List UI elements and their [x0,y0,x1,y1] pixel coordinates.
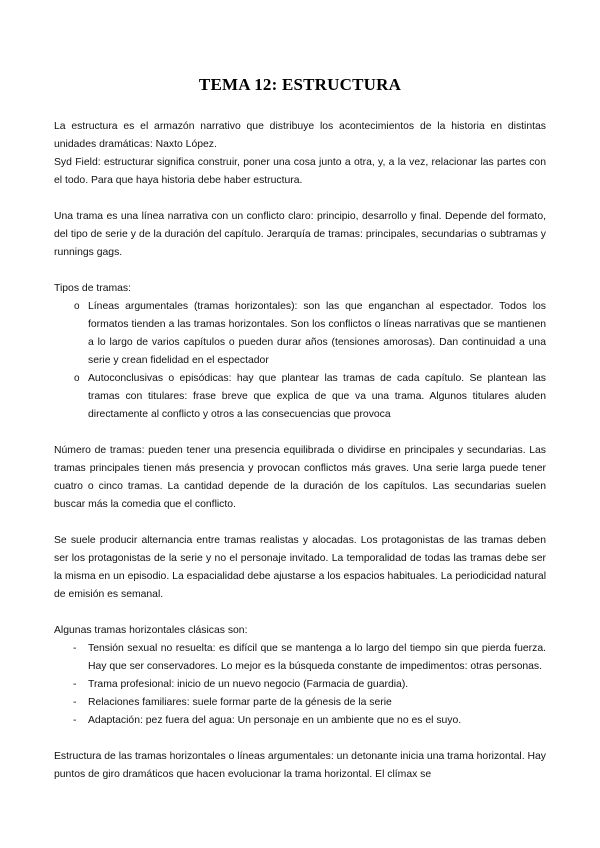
list-item-text: Relaciones familiares: suele formar parte de la génesis de la serie [88,697,392,708]
intro-paragraph-2: Syd Field: estructurar significa construir, poner una cosa junto a otra, y, a la vez, relacionar las partes con el todo. Para que haya historia debe haber estructura. [54,157,546,186]
intro-paragraph-1: La estructura es el armazón narrativo que distribuye los acontecimientos de la historia en distintas unidades dramáticas: Naxto López. [54,121,546,150]
list-item-text: Líneas argumentales (tramas horizontales): son las que enganchan al espectador. Todos los formatos tienden a las tramas horizontales. Son los conflictos o líneas narrativas que se mantienen a lo largo de varios capítulos o pueden durar años (tensiones amorosas). Dan continuidad a una serie y crean fidelidad en el espectador [88,301,546,366]
dash-bullet-icon: - [73,679,77,690]
dash-bullet-icon: - [73,643,77,654]
tipos-section [54,280,546,424]
clasicas-section [54,622,546,730]
tipos-list [54,298,546,424]
intro-section [54,118,546,190]
numero-paragraph: Número de tramas: pueden tener una presencia equilibrada o dividirse en principales y secundarias. Las tramas principales tienen más presencia y provocan conflictos más graves. Una serie larga puede tener cuatro o cinco tramas. La cantidad depende de la duración de los capítulos. Las secundarias suelen buscar más la comedia que el conflicto. [54,445,546,510]
circle-bullet-icon: o [74,373,80,384]
list-item-text: Autoconclusivas o episódicas: hay que plantear las tramas de cada capítulo. Se plantean las tramas con titulares: frase breve que explica de que va una trama. Algunos titulares aluden directamente al conflicto y otros a las consecuencias que provoca [88,373,546,420]
tipos-heading: Tipos de tramas: [54,283,131,294]
list-item [54,676,546,694]
list-item [54,694,546,712]
page-title: TEMA 12: ESTRUCTURA [198,75,402,94]
alternancia-paragraph: Se suele producir alternancia entre tramas realistas y alocadas. Los protagonistas de las tramas deben ser los protagonistas de la serie y no el personaje invitado. La temporalidad de todas las tramas debe ser la misma en un episodio. La espacialidad debe ajustarse a los espacios habituales. La periodicidad natural de emisión es semanal. [54,535,546,600]
alternancia-section [54,532,546,604]
circle-bullet-icon: o [74,301,80,312]
list-item [54,712,546,730]
trama-definition-paragraph: Una trama es una línea narrativa con un conflicto claro: principio, desarrollo y final. Depende del formato, del tipo de serie y de la duración del capítulo. Jerarquía de tramas: principales, secundarias o subtramas y runnings gags. [54,211,546,258]
list-item [54,640,546,676]
list-item-text: Tensión sexual no resuelta: es difícil que se mantenga a lo largo del tiempo sin que pierda fuerza. Hay que ser conservadores. Lo mejor es la búsqueda constante de impedimentos: otras personas. [88,643,546,672]
dash-bullet-icon: - [73,715,77,726]
dash-bullet-icon: - [73,697,77,708]
list-item [54,298,546,370]
list-item-text: Adaptación: pez fuera del agua: Un personaje en un ambiente que no es el suyo. [88,715,462,726]
numero-section [54,442,546,514]
list-item-text: Trama profesional: inicio de un nuevo negocio (Farmacia de guardia). [88,679,409,690]
trama-definition-section [54,208,546,262]
estructura-section [54,748,546,784]
estructura-paragraph: Estructura de las tramas horizontales o líneas argumentales: un detonante inicia una trama horizontal. Hay puntos de giro dramáticos que hacen evolucionar la trama horizontal. El clímax se [54,751,546,780]
clasicas-list [54,640,546,730]
list-item [54,370,546,424]
clasicas-heading: Algunas tramas horizontales clásicas son: [54,625,248,636]
